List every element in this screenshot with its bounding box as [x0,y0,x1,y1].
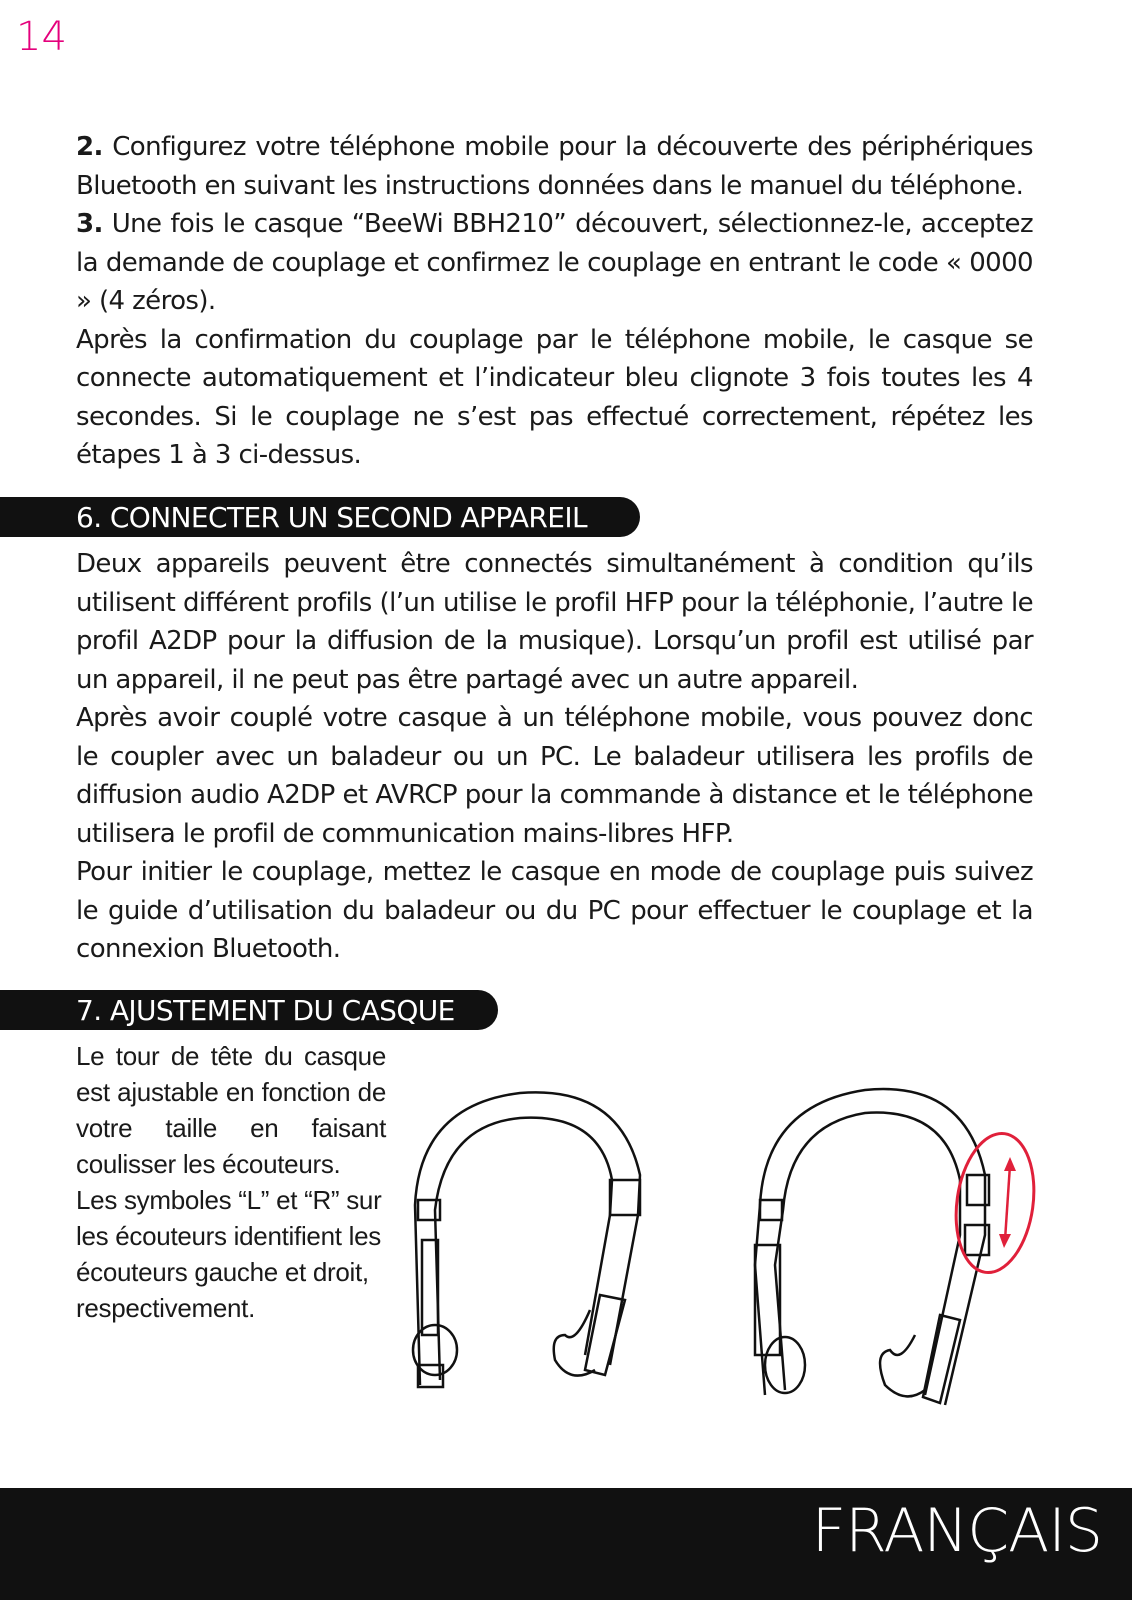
headphone-illustration-left [400,1085,670,1415]
section-7-heading: 7. AJUSTEMENT DU CASQUE [0,990,498,1030]
footer-band [0,1488,1132,1600]
step-2 [76,128,1033,205]
step-3 [76,205,1033,321]
paragraph: Deux appareils peuvent être connectés simultanément à condition qu’ils utilisent différent profils (l’un utilise le profil HFP pour la téléphonie, l’autre le profil A2DP pour la diffusion de la musique). Lorsqu’un profil est utilisé par un appareil, il ne peut pas être partagé avec un autre appareil. [76,549,1033,695]
paragraph: Les symboles “L” et “R” sur les écouteurs identifient les écouteurs gauche et droit, respectivement. [76,1185,382,1323]
section-6-body [76,545,1033,969]
step-number: 3. [76,209,103,239]
section-6-heading: 6. CONNECTER UN SECOND APPAREIL [0,497,640,537]
section-7-body [76,1038,386,1326]
step-number: 2. [76,132,103,162]
step-text: Une fois le casque “BeeWi BBH210” découvert, sélectionnez-le, acceptez la demande de couplage et confirmez le couplage en entrant le code « 0000 » (4 zéros). [76,209,1033,316]
footer-language: FRANÇAIS [811,1496,1102,1566]
pairing-steps [76,128,1033,475]
step-text: Configurez votre téléphone mobile pour la découverte des périphériques Bluetooth en suivant les instructions données dans le manuel du téléphone. [76,132,1033,201]
page-number: 14 [16,14,67,60]
paragraph: Pour initier le couplage, mettez le casque en mode de couplage puis suivez le guide d’utilisation du baladeur ou du PC pour effectuer le couplage et la connexion Bluetooth. [76,857,1033,964]
after-pairing-text: Après la confirmation du couplage par le téléphone mobile, le casque se connecte automatiquement et l’indicateur bleu clignote 3 fois toutes les 4 secondes. Si le couplage ne s’est pas effectué correctement, répétez les étapes 1 à 3 ci-dessus. [76,324,1033,470]
paragraph: Le tour de tête du casque est ajustable en fonction de votre taille en faisant coulisser les écouteurs. [76,1041,386,1179]
adjustment-highlight-circle [948,1128,1043,1277]
headphone-illustration-right [745,1085,1055,1415]
adjust-arrow-icon [999,1157,1016,1248]
paragraph: Après avoir couplé votre casque à un téléphone mobile, vous pouvez donc le coupler avec un baladeur ou un PC. Le baladeur utilisera les profils de diffusion audio A2DP et AVRCP pour la commande à distance et le téléphone utilisera le profil de communication mains-libres HFP. [76,703,1033,849]
